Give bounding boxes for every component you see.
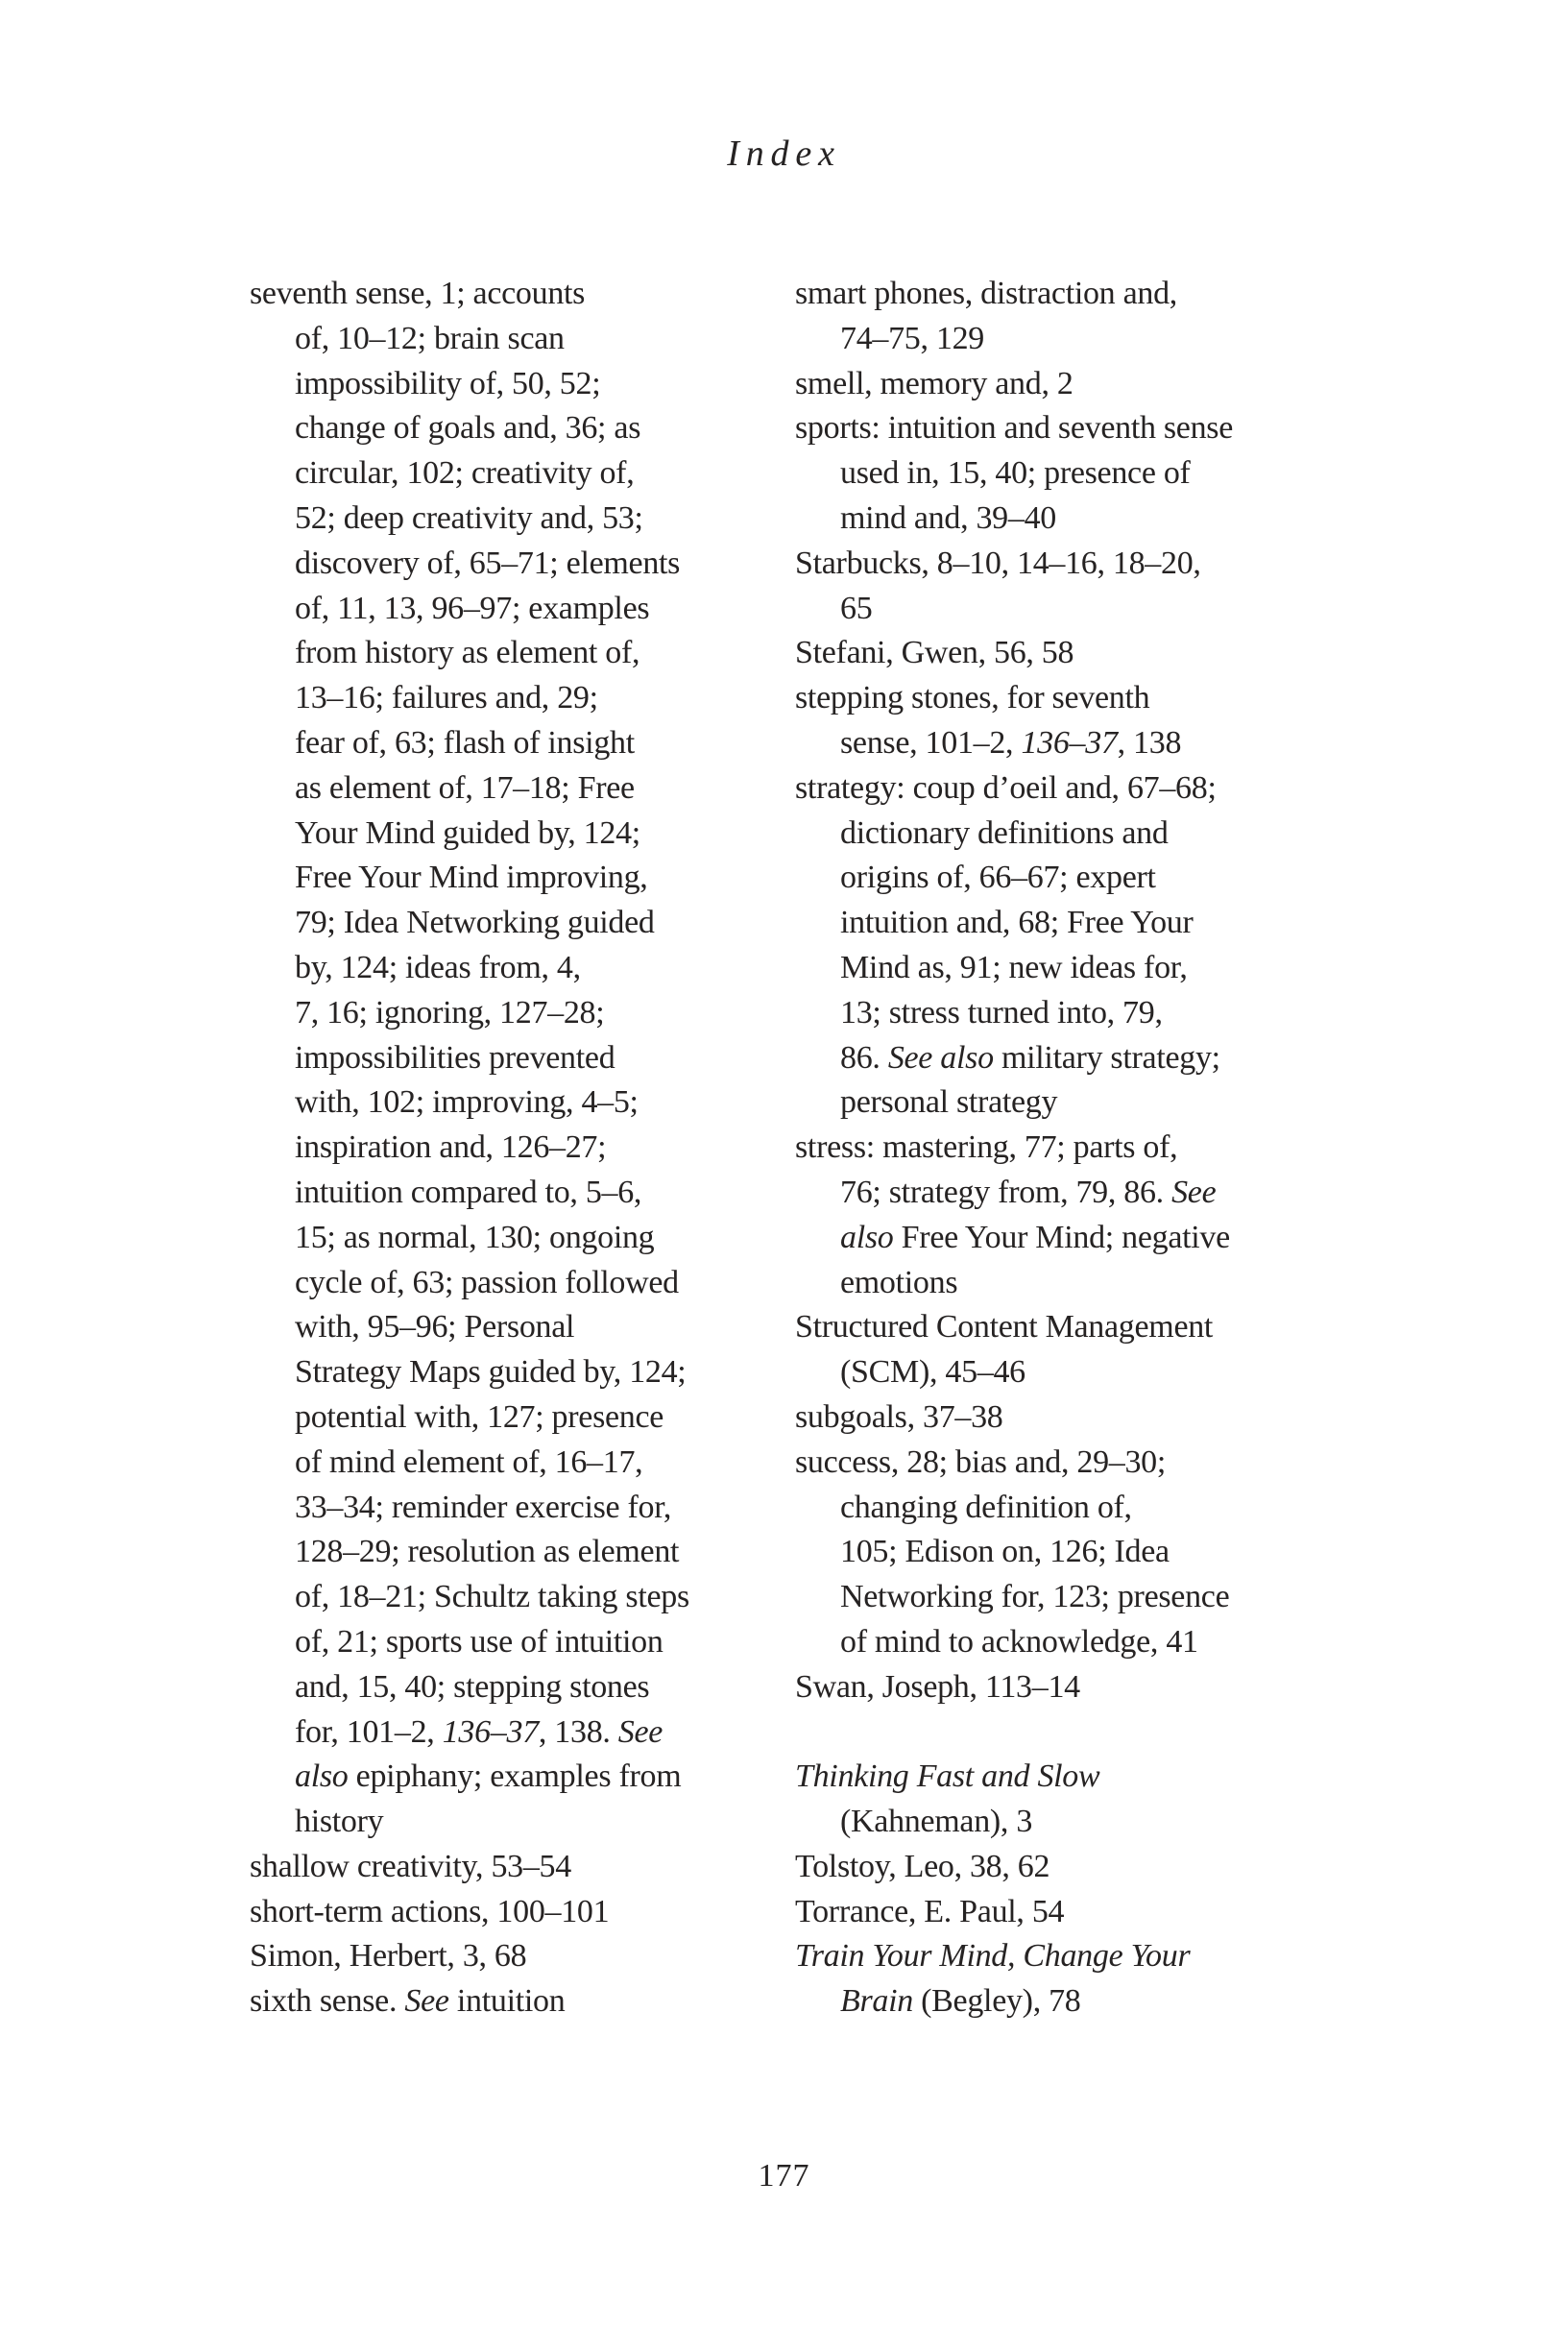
- index-line: Brain (Begley), 78: [840, 1983, 1081, 2020]
- index-line: mind and, 39–40: [840, 499, 1056, 536]
- index-line: intuition and, 68; Free Your: [840, 905, 1194, 941]
- index-line: 86. See also military strategy;: [840, 1039, 1220, 1076]
- index-columns: [250, 272, 1333, 2025]
- index-line: Tolstoy, Leo, 38, 62: [795, 1848, 1050, 1884]
- index-line: smart phones, distraction and,: [795, 276, 1177, 311]
- index-line: used in, 15, 40; presence of: [840, 455, 1191, 492]
- page-number: 177: [758, 2158, 810, 2194]
- index-line: and, 15, 40; stepping stones: [295, 1668, 650, 1705]
- index-line: Torrance, E. Paul, 54: [795, 1893, 1065, 1929]
- index-line: intuition compared to, 5–6,: [295, 1174, 642, 1210]
- index-line: shallow creativity, 53–54: [250, 1848, 571, 1884]
- index-line: 13–16; failures and, 29;: [295, 680, 598, 716]
- index-line: stress: mastering, 77; parts of,: [795, 1129, 1178, 1166]
- index-line: Structured Content Management: [795, 1309, 1214, 1346]
- index-line: Networking for, 123; presence: [840, 1579, 1230, 1615]
- index-line: short-term actions, 100–101: [250, 1893, 610, 1929]
- index-line: by, 124; ideas from, 4,: [295, 949, 581, 985]
- index-line: 65: [840, 590, 873, 626]
- index-line: (SCM), 45–46: [840, 1354, 1025, 1391]
- index-line: of mind to acknowledge, 41: [840, 1623, 1198, 1660]
- index-line: 33–34; reminder exercise for,: [295, 1489, 672, 1525]
- index-line: 74–75, 129: [840, 320, 985, 356]
- index-line: with, 102; improving, 4–5;: [295, 1084, 639, 1121]
- index-line: Free Your Mind improving,: [295, 860, 648, 896]
- index-line: 52; deep creativity and, 53;: [295, 499, 643, 536]
- index-line: seventh sense, 1; accounts: [250, 276, 586, 311]
- index-line: sixth sense. See intuition: [250, 1983, 566, 2020]
- index-line: of, 11, 13, 96–97; examples: [295, 590, 650, 626]
- index-line: 7, 16; ignoring, 127–28;: [295, 994, 605, 1031]
- index-line: Strategy Maps guided by, 124;: [295, 1354, 687, 1391]
- index-line: of, 21; sports use of intuition: [295, 1623, 663, 1660]
- index-line: also Free Your Mind; negative: [840, 1219, 1230, 1255]
- index-line: sense, 101–2, 136–37, 138: [840, 724, 1182, 761]
- index-line: Mind as, 91; new ideas for,: [840, 949, 1188, 985]
- page-title: Index: [727, 133, 841, 174]
- index-line: Simon, Herbert, 3, 68: [250, 1938, 527, 1975]
- index-line: from history as element of,: [295, 635, 640, 671]
- index-line: stepping stones, for seventh: [795, 680, 1150, 716]
- index-line: also epiphany; examples from: [295, 1758, 682, 1795]
- index-line: impossibility of, 50, 52;: [295, 365, 601, 401]
- index-line: personal strategy: [840, 1084, 1058, 1121]
- index-line: 76; strategy from, 79, 86. See: [840, 1174, 1217, 1210]
- index-line: Train Your Mind, Change Your: [795, 1938, 1191, 1975]
- index-line: impossibilities prevented: [295, 1039, 615, 1076]
- index-line: smell, memory and, 2: [795, 365, 1073, 401]
- index-line: cycle of, 63; passion followed: [295, 1264, 679, 1300]
- index-line: fear of, 63; flash of insight: [295, 724, 635, 761]
- index-line: emotions: [840, 1264, 958, 1300]
- index-line: (Kahneman), 3: [840, 1804, 1033, 1840]
- index-line: changing definition of,: [840, 1489, 1132, 1525]
- index-line: change of goals and, 36; as: [295, 410, 641, 447]
- index-line: circular, 102; creativity of,: [295, 455, 635, 492]
- index-line: of, 18–21; Schultz taking steps: [295, 1579, 689, 1615]
- index-line: dictionary definitions and: [840, 814, 1169, 851]
- index-line: 105; Edison on, 126; Idea: [840, 1534, 1170, 1570]
- index-line: 79; Idea Networking guided: [295, 905, 655, 941]
- index-line: for, 101–2, 136–37, 138. See: [295, 1713, 663, 1750]
- index-line: Your Mind guided by, 124;: [295, 814, 640, 851]
- index-line: Thinking Fast and Slow: [795, 1758, 1100, 1795]
- index-line: subgoals, 37–38: [795, 1398, 1003, 1435]
- index-column-right: [795, 272, 1333, 2025]
- index-line: Stefani, Gwen, 56, 58: [795, 635, 1074, 671]
- index-line: discovery of, 65–71; elements: [295, 545, 681, 581]
- index-line: history: [295, 1804, 384, 1840]
- index-line: inspiration and, 126–27;: [295, 1129, 607, 1166]
- index-line: Starbucks, 8–10, 14–16, 18–20,: [795, 545, 1201, 581]
- index-column-left: [250, 272, 763, 2025]
- index-line: 13; stress turned into, 79,: [840, 994, 1163, 1031]
- index-line: 15; as normal, 130; ongoing: [295, 1219, 655, 1255]
- index-line: 128–29; resolution as element: [295, 1534, 680, 1570]
- index-line: origins of, 66–67; expert: [840, 860, 1156, 896]
- index-line: strategy: coup d’oeil and, 67–68;: [795, 769, 1217, 806]
- index-line: success, 28; bias and, 29–30;: [795, 1443, 1167, 1480]
- index-line: Swan, Joseph, 113–14: [795, 1668, 1080, 1705]
- index-line: sports: intuition and seventh sense: [795, 410, 1234, 447]
- index-section-gap: [795, 1710, 1333, 1756]
- index-line: of, 10–12; brain scan: [295, 320, 565, 356]
- index-line: with, 95–96; Personal: [295, 1309, 575, 1346]
- index-line: potential with, 127; presence: [295, 1398, 664, 1435]
- index-line: of mind element of, 16–17,: [295, 1443, 643, 1480]
- index-line: as element of, 17–18; Free: [295, 769, 635, 806]
